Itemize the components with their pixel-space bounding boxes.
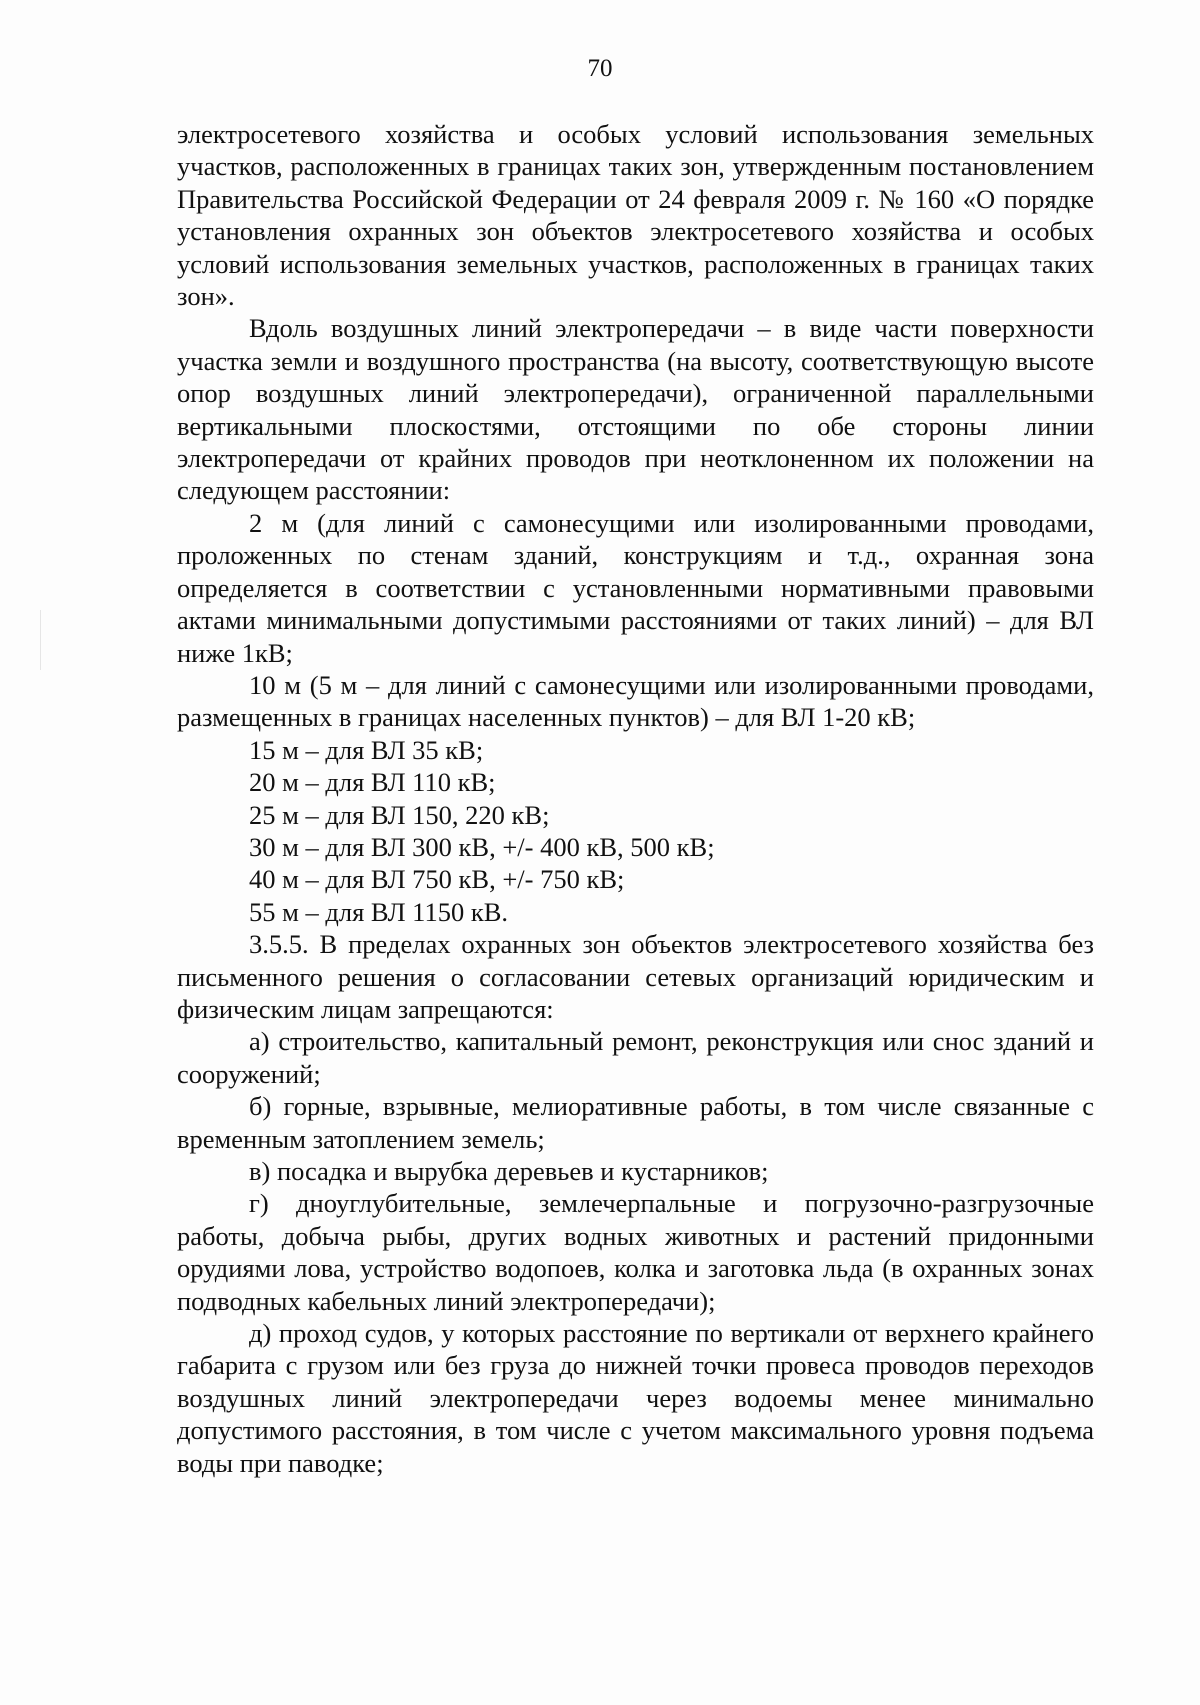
distance-item: 25 м – для ВЛ 150, 220 кВ; [249, 799, 550, 830]
prohibition-item-d: д) проход судов, у которых расстояние по вертикали от верхнего крайнего габарита с грузом или без груза до нижней точки провеса проводов переходов воздушных линий электропередачи через водоемы менее минимально допустимого расстояния, в том числе с учетом максимального уровня подъема воды при паводке; [177, 1318, 1094, 1478]
distance-item: 15 м – для ВЛ 35 кВ; [249, 734, 484, 765]
paragraph-continuation: электросетевого хозяйства и особых условий использования земельных участков, расположенных в границах таких зон, утвержденным постановлением Правительства Российской Федерации от 24 февраля 2009 г. № 160 «О порядке установления охранных зон объектов электросетевого хозяйства и особых условий использования земельных участков, расположенных в границах таких зон». [177, 119, 1094, 312]
paragraph-overhead-lines: Вдоль воздушных линий электропередачи – в виде части поверхности участка земли и воздушного пространства (на высоту, соответствующую высоте опор воздушных линий электропередачи), ограниченной параллельными вертикальными плоскостями, отстоящими по обе стороны линии электропередачи от крайних проводов при неотклоненном их положении на следующем расстоянии: [177, 313, 1094, 506]
distance-item: 40 м – для ВЛ 750 кВ, +/- 750 кВ; [249, 864, 625, 895]
distance-item: 55 м – для ВЛ 1150 кВ. [249, 896, 508, 927]
distance-item: 20 м – для ВЛ 110 кВ; [249, 767, 496, 798]
prohibition-item-v: в) посадка и вырубка деревьев и кустарников; [249, 1156, 769, 1186]
prohibition-item-a: а) строительство, капитальный ремонт, реконструкция или снос зданий и сооружений; [177, 1026, 1094, 1089]
paragraph-distance-10m: 10 м (5 м – для линий с самонесущими или изолированными проводами, размещенных в границах населенных пунктов) – для ВЛ 1-20 кВ; [177, 669, 1094, 733]
paragraph-distance-2m: 2 м (для линий с самонесущими или изолированными проводами, проложенных по стенам зданий, конструкциям и т.д., охранная зона определяется в соответствии с установленными нормативными правовыми актами минимальными допустимыми расстояниями от таких линий) – для ВЛ ниже 1кВ; [177, 507, 1094, 668]
page-number: 70 [587, 55, 613, 82]
distance-item: 30 м – для ВЛ 300 кВ, +/- 400 кВ, 500 кВ; [249, 831, 715, 862]
scan-artifact-line [40, 610, 41, 670]
prohibition-item-g: г) дноуглубительные, землечерпальные и погрузочно-разгрузочные работы, добыча рыбы, других водных животных и растений придонными орудиями лова, устройство водопоев, колка и заготовка льда (в охранных зонах подводных кабельных линий электропередачи); [177, 1188, 1094, 1316]
prohibition-item-b: б) горные, взрывные, мелиоративные работы, в том числе связанные с временным затоплением земель; [177, 1091, 1094, 1154]
section-3-5-5-intro: 3.5.5. В пределах охранных зон объектов электросетевого хозяйства без письменного решения о согласовании сетевых организаций юридическим и физическим лицам запрещаются: [177, 929, 1094, 1024]
document-body [177, 118, 1094, 1479]
